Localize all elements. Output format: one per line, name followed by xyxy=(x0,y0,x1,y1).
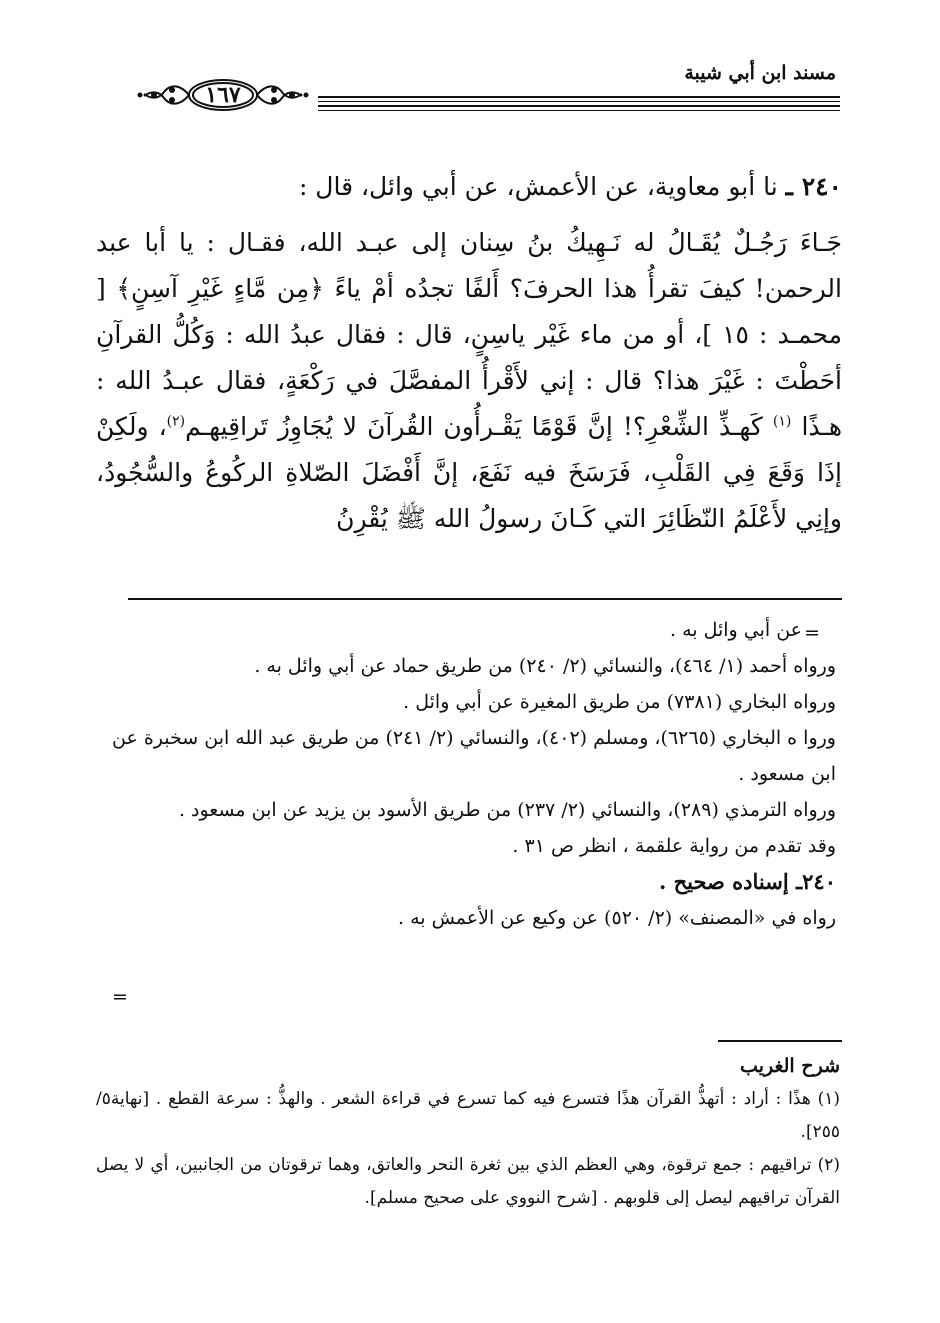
takhrij-line: ورواه أحمد (١/ ٤٦٤)، والنسائي (٢/ ٢٤٠) من طريق حماد عن أبي وائل به . xyxy=(254,655,836,677)
main-footnote-divider xyxy=(128,598,842,600)
takhrij-line: عن أبي وائل به . xyxy=(669,619,802,641)
takhrij-line: ورواه الترمذي (٢٨٩)، والنسائي (٢/ ٢٣٧) من طريق الأسود بن يزيد عن ابن مسعود . xyxy=(178,799,836,821)
matn-part-3: ، ولَكِنْ إذَا وَقَعَ فِي القَلْبِ، فَرَسَخَ فيه نَفَعَ، إنَّ أَفْضَلَ الصّلاةِ الركُوعُ والسُّجُودُ، وإنِي لأَعْلَمُ النّظَائِرَ التي كَـانَ رسولُ الله ﷺ يُقْرِنُ xyxy=(96,412,842,533)
hadith-isnad-line xyxy=(96,164,842,210)
hadith-isnad: نا أبو معاوية، عن الأعمش، عن أبي وائل، قال : xyxy=(298,172,778,201)
main-text xyxy=(96,164,842,542)
hadith-number: ٢٤٠ ـ xyxy=(785,172,842,201)
side-mark: = xyxy=(112,986,128,1008)
gharib-divider xyxy=(718,1040,842,1042)
gharib-note: (٢) تراقيهم : جمع ترقوة، وهي العظم الذي بين ثغرة النحر والعاتق، وهما ترقوتان من الجانبين، أي لا يصل القرآن تراقيهم ليصل إلى قلوبهم . [شرح النووي على صحيح مسلم]. xyxy=(96,1155,840,1208)
isnad-grade-heading: ٢٤٠ـ إسناده صحيح . xyxy=(658,869,836,894)
header-rule xyxy=(318,105,840,107)
takhrij-line: رواه في «المصنف» (٢/ ٥٢٠) عن وكيع عن الأعمش به . xyxy=(397,907,836,929)
footnote-marker-1: (١) xyxy=(772,413,792,430)
footnote-marker-2: (٢) xyxy=(166,413,186,430)
hadith-matn xyxy=(96,220,842,542)
page-number: ١٦٧ xyxy=(205,82,241,108)
takhrij-line: وقد تقدم من رواية علقمة ، انظر ص ٣١ . xyxy=(512,835,836,857)
gharib-title: شرح الغريب xyxy=(740,1055,840,1077)
continuation-mark: = xyxy=(804,622,820,644)
book-title: مسند ابن أبي شيبة xyxy=(684,62,836,84)
header-rule xyxy=(318,101,840,102)
takhrij-line: وروا ه البخاري (٦٢٦٥)، ومسلم (٤٠٢)، والنسائي (٢/ ٢٤١) من طريق عبد الله ابن سخبرة عن ابن مسعود . xyxy=(112,727,836,785)
gharib-note: (١) هذًا : أراد : أتهذُّ القرآن هذًا فتسرع فيه كما تسرع في قراءة الشعر . والهذُّ : سرعة القطع . [نهاية٥/ ٢٥٥]. xyxy=(96,1089,840,1142)
takhrij-line: ورواه البخاري (٧٣٨١) من طريق المغيرة عن أبي وائل . xyxy=(403,691,836,713)
header-rule xyxy=(318,96,840,98)
header-rule xyxy=(318,110,840,111)
matn-part-1: جَـاءَ رَجُـلٌ يُقَـالُ له نَـهِيكُ بنُ سِنان إلى عبـد الله، فقـال : يا أبا عبد الرحمن! كيفَ تقرأُ هذا الحرفَ؟ أَلفًا تجدُه أمْ ياءً ﴿مِن مَّاءٍ غَيْرِ آسِنٍ﴾ [ محمـد : ١٥ ]، أو من ماء غَيْر ياسِنٍ، قال : فقال عبدُ الله : وَكُلُّ القرآنِ أحَطْتَ : غَيْرَ هذا؟ قال : إني لأَقْرأُ المفصَّلَ في رَكْعَةٍ، فقال عبـدُ الله : هـذًا xyxy=(96,228,843,441)
takhrij-notes xyxy=(112,612,836,936)
gharib-section xyxy=(96,1050,840,1215)
matn-part-2: كَهـذِّ الشِّعْرِ؟! إنَّ قَوْمًا يَقْـرأُون القُرآنَ لا يُجَاوِزُ تَراقِيهـم xyxy=(185,412,763,441)
